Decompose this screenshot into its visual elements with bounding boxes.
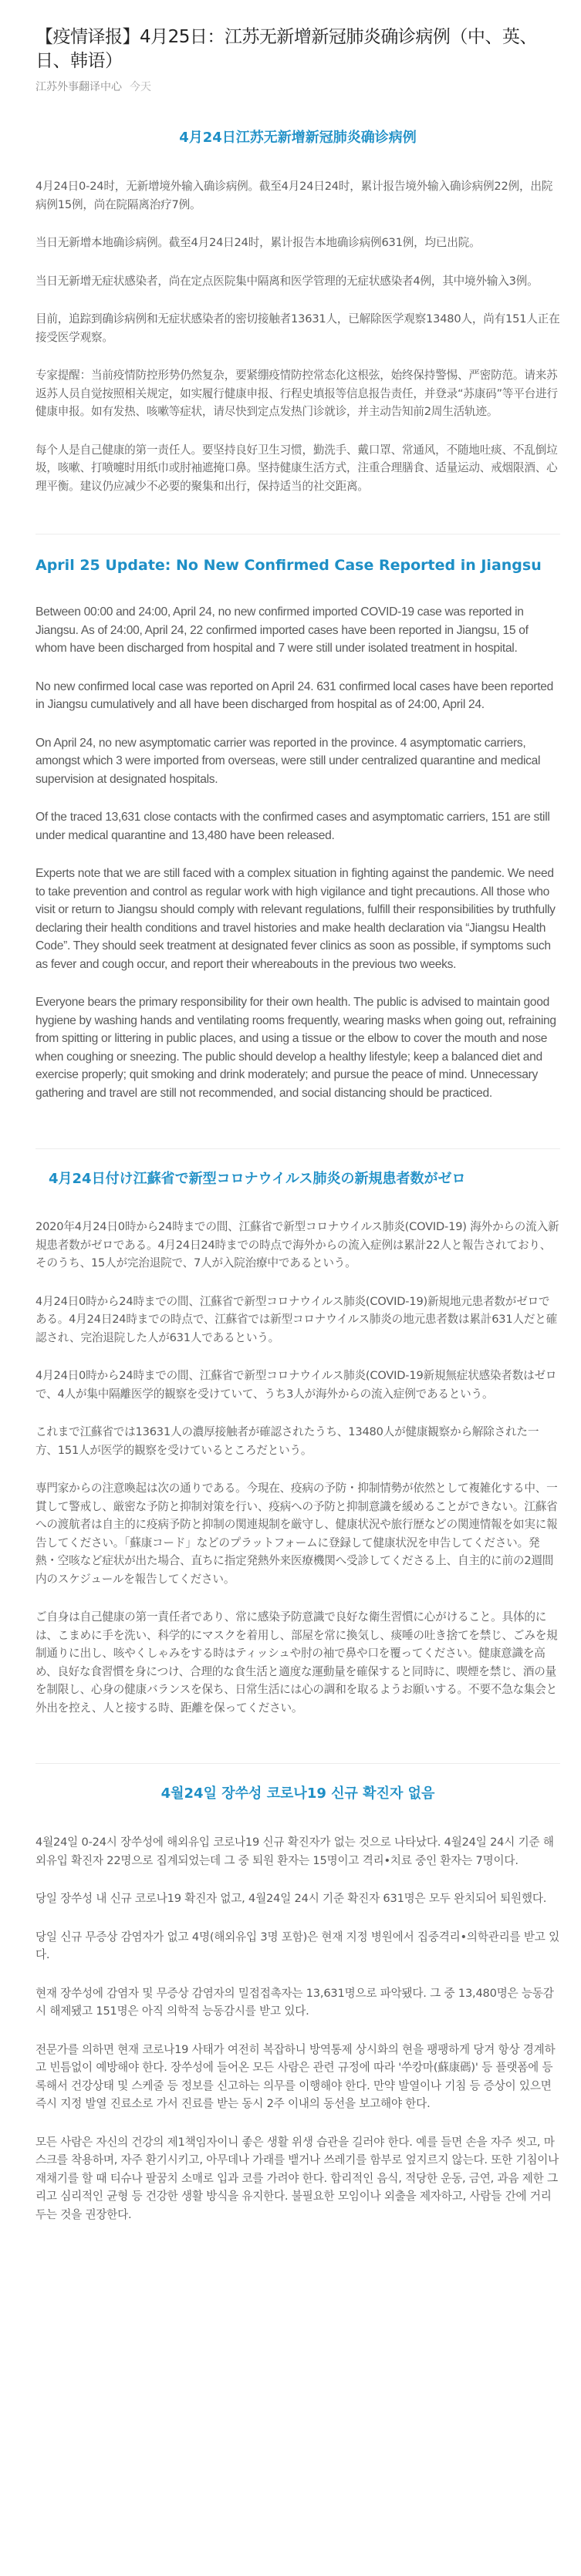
paragraph: 専門家からの注意喚起は次の通りである。今現在、疫病の予防・抑制情勢が依然として複雑化する中、一貫して警戒し、厳密な予防と抑制対策を行い、疫病への予防と抑制意識を緩めることができない。江蘇省への渡航者は自主的に疫病予防と抑制の関連規制を厳守し、健康状況や旅行歴などの関連情報を如実に報告してください。「蘇康コード」などのプラットフォームに登録して健康状況を申告してください。発熱・空咳など症状が出た場合、直ちに指定発熱外来医療機関へ受診してくださる上、自主的に前の2週間内のスケジュールを報告してください。 bbox=[35, 1482, 558, 1586]
paragraph: 4월24일 0-24시 장쑤성에 해외유입 코로나19 신규 확진자가 없는 것으로 나타났다. 4월24일 24시 기준 해외유입 확진자 22명으로 집계되었는데 그 중 퇴원 환자는 15명이고 격리•치료 중인 환자는 7명이다. bbox=[35, 1836, 554, 1867]
paragraph: 2020年4月24日0時から24時までの間、江蘇省で新型コロナウイルス肺炎(COVID-19) 海外からの流入新規患者数がゼロである。4月24日24時までの時点で海外からの流入症例は累計22人と報告されており、そのうち、15人が完治退院で、7人が入院治療中であるという。 bbox=[35, 1220, 559, 1269]
section-japanese bbox=[35, 1149, 560, 1717]
paragraph: 당일 장쑤성 내 신규 코로나19 확진자 없고, 4월24일 24시 기준 확진자 631명은 모두 완치되어 퇴원했다. bbox=[35, 1892, 547, 1905]
paragraph: 당일 신규 무증상 감염자가 없고 4명(해외유입 3명 포함)은 현재 지정 병원에서 집중격리•의학관리를 받고 있다. bbox=[35, 1930, 559, 1961]
paragraph: 每个人是自己健康的第一责任人。要坚持良好卫生习惯，勤洗手、戴口罩、常通风，不随地吐痰、不乱倒垃圾，咳嗽、打喷嚏时用纸巾或肘袖遮掩口鼻。坚持健康生活方式，注重合理膳食、适量运动、戒烟限酒、心理平衡。建议仍应减少不必要的聚集和出行，保持适当的社交距离。 bbox=[35, 443, 558, 493]
paragraphs bbox=[35, 177, 560, 495]
section-heading-english: April 25 Update: No New Confirmed Case Reported in Jiangsu bbox=[35, 557, 542, 574]
paragraph: 전문가를 의하면 현재 코로나19 사태가 여전히 복잡하니 방역통제 상시화의 현을 팽팽하게 당겨 항상 경계하고 빈틈없이 예방해야 한다. 장쑤성에 들어온 모든 사람은 관련 규정에 따라 '쑤캉마(蘇康碼)' 등 플랫폼에 등록해서 건강상태 및 스케줄 등 정보를 신고하는 의무를 이행해야 한다. 만약 발열이나 기침 등 증상이 있으면 즉시 지정 발열 진료소로 가서 진료를 받는 동시 2주 이내의 동선을 보고해야 한다. bbox=[35, 2042, 556, 2110]
section-english bbox=[35, 534, 560, 1102]
section-heading-japanese: 4月24日付け江蘇省で新型コロナウイルス肺炎の新規患者数がゼロ bbox=[49, 1171, 466, 1187]
paragraph: ご自身は自己健康の第一責任者であり、常に感染予防意識で良好な衛生習慣に心がけること。具体的には、こまめに手を洗い、科学的にマスクを着用し、部屋を常に換気し、痰唾の吐き捨てを禁じ、ごみを規制通りに出し、咳やくしゃみをする時はティッシュや肘の袖で鼻や口を覆ってください。健康意識を高め、良好な食習慣を身につけ、合理的な食生活と適度な運動量を確保すると同時に、喫煙を禁じ、酒の量を制限し、心身の健康バランスを保ち、日常生活には心の調和を取るようお願いする。不要不急な集会と外出を控え、人と接する時、距離を保ってください。 bbox=[35, 1610, 558, 1715]
paragraphs bbox=[35, 603, 560, 1102]
article-meta bbox=[35, 79, 560, 95]
paragraphs bbox=[35, 1218, 560, 1717]
publish-date: 今天 bbox=[130, 81, 151, 93]
paragraph: 모든 사람은 자신의 건강의 제1책임자이니 좋은 생활 위생 습관을 길러야 한다. 예를 들면 손을 자주 씻고, 마스크를 착용하며, 자주 환기시키고, 아무데나 가래를 뱉거나 쓰레기를 함부로 엎지르지 않는다. 또한 기침이나 재채기를 할 때 티슈나 팔꿈치 소매로 입과 코를 가려야 한다. 합리적인 음식, 적당한 운동, 금연, 과음 제한 그리고 심리적인 균형 등 건강한 생활 방식을 유지한다. 불필요한 모임이나 외출을 제자하고, 사람들 간에 거리 두는 것을 권장한다. bbox=[35, 2135, 559, 2221]
paragraph: 当日无新增无症状感染者，尚在定点医院集中隔离和医学管理的无症状感染者4例，其中境外输入3例。 bbox=[35, 274, 539, 288]
paragraph: No new confirmed local case was reported on April 24. 631 confirmed local cases have been reported in Jiangsu cumulatively and all have been discharged from hospital as of 24:00, April 24. bbox=[35, 679, 553, 711]
paragraph: Of the traced 13,631 close contacts with the confirmed cases and asymptomatic carriers, 151 are still under medical quarantine and 13,480 have been released. bbox=[35, 811, 550, 842]
paragraph: 4月24日0時から24時までの間、江蘇省で新型コロナウイルス肺炎(COVID-19)新規地元患者数がゼロである。4月24日24時までの時点で、江蘇省では新型コロナウイルス肺炎の地元患者数は累計631人だと確認され、完治退院した人が631人であるという。 bbox=[35, 1294, 558, 1344]
paragraph: 当日无新增本地确诊病例。截至4月24日24时，累计报告本地确诊病例631例，均已出院。 bbox=[35, 236, 481, 249]
paragraphs bbox=[35, 1833, 560, 2224]
paragraph: 4月24日0時から24時までの間、江蘇省で新型コロナウイルス肺炎(COVID-19新規無症状感染者数はゼロで、4人が集中隔離医学的観察を受けていて、うち3人が海外からの流入症例であるという。 bbox=[35, 1369, 557, 1401]
section-chinese bbox=[35, 128, 560, 495]
author-link[interactable]: 江苏外事翻译中心 bbox=[35, 81, 122, 93]
section-korean bbox=[35, 1764, 560, 2224]
section-heading-korean: 4월24일 장쑤성 코로나19 신규 확진자 없음 bbox=[160, 1785, 435, 1802]
paragraph: Experts note that we are still faced with a complex situation in fighting against the pandemic. We need to take prevention and control as regular work with high vigilance and tight precautions. All those who visit or return to Jiangsu should comply with relevant regulations, fulfill their responsibilities by truthfully declaring their health conditions and travel histories and make health declaration via “Jiangsu Health Code”. They should seek treatment at designated fever clinics as soon as possible, if symptoms such as fever and cough occur, and report their whereabouts in the previous two weeks. bbox=[35, 867, 556, 971]
paragraph: Between 00:00 and 24:00, April 24, no new confirmed imported COVID-19 case was reported in Jiangsu. As of 24:00, April 24, 22 confirmed imported cases have been reported in Jiangsu, 15 of whom have been discharged from hospital and 7 were still under isolated treatment in hospital. bbox=[35, 605, 529, 655]
section-heading-chinese: 4月24日江苏无新增新冠肺炎确诊病例 bbox=[179, 130, 417, 146]
paragraph: 专家提醒：当前疫情防控形势仍然复杂，要紧绷疫情防控常态化这根弦，始终保持警惕、严密防范。请来苏返苏人员自觉按照相关规定，如实履行健康申报、行程史填报等信息报告责任，并登录“苏康码”等平台进行健康申报。如有发热、咳嗽等症状，请尽快到定点发热门诊就诊，并主动告知前2周生活轨迹。 bbox=[35, 369, 558, 418]
article-title: 【疫情译报】4月25日：江苏无新增新冠肺炎确诊病例（中、英、日、韩语） bbox=[35, 27, 537, 71]
paragraph: Everyone bears the primary responsibility for their own health. The public is advised to maintain good hygiene by washing hands and ventilating rooms frequently, wearing masks when going out, refraining from spitting or littering in public places, and using a tissue or the elbow to cover the mouth and nose when coughing or sneezing. The public should develop a healthy lifestyle; keep a balanced diet and exercise properly; quit smoking and drink moderately; and pursue the peace of mind. Unnecessary gathering and travel are still not recommended, and social distancing should be practiced. bbox=[35, 996, 556, 1100]
paragraph: On April 24, no new asymptomatic carrier was reported in the province. 4 asymptomatic carriers, amongst which 3 were imported from overseas, were still under centralized quarantine and medical supervision at designated hospitals. bbox=[35, 736, 541, 786]
paragraph: 4月24日0-24时，无新增境外输入确诊病例。截至4月24日24时，累计报告境外输入确诊病例22例，出院病例15例，尚在院隔离治疗7例。 bbox=[35, 180, 553, 211]
paragraph: 目前，追踪到确诊病例和无症状感染者的密切接触者13631人，已解除医学观察13480人，尚有151人正在接受医学观察。 bbox=[35, 312, 560, 344]
paragraph: 현재 장쑤성에 감염자 및 무증상 감염자의 밀접접촉자는 13,631명으로 파악됐다. 그 중 13,480명은 능동감시 해제됐고 151명은 아직 의학적 능동감시를 받고 있다. bbox=[35, 1986, 554, 2018]
paragraph: これまで江蘇省では13631人の濃厚接触者が確認されたうち、13480人が健康観察から解除された一方、151人が医学的観察を受けているところだという。 bbox=[35, 1425, 539, 1457]
